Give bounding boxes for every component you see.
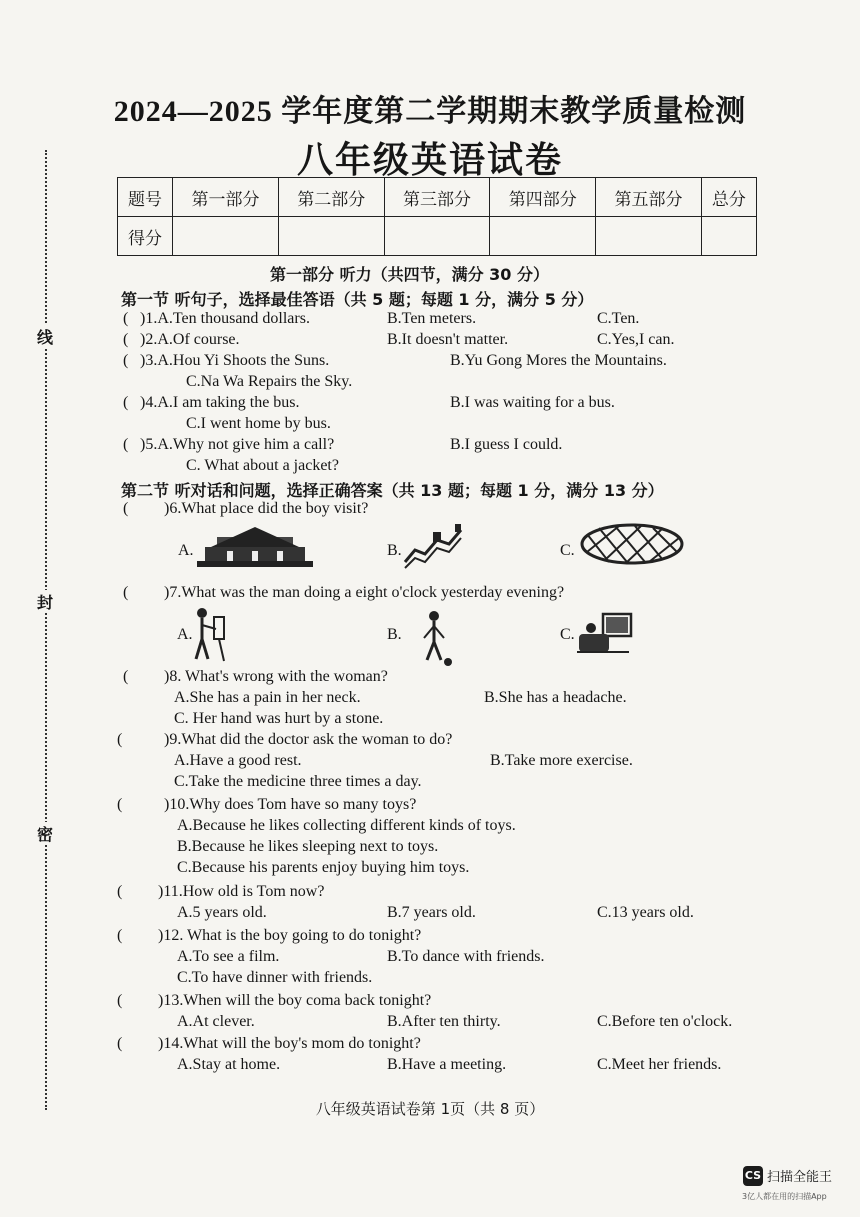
exam-title: 2024—2025 学年度第二学期期末教学质量检测 xyxy=(113,95,747,128)
q12-option-a: A.To see a film. xyxy=(177,948,280,965)
great-wall-icon xyxy=(403,522,463,570)
score-cell: 第五部分 xyxy=(596,178,702,217)
section1-heading: 第一节 听句子，选择最佳答语（共 5 题；每题 1 分，满分 5 分） xyxy=(121,290,594,309)
camscanner-tagline: 3亿人都在用的扫描App xyxy=(742,1192,827,1201)
score-cell: 题号 xyxy=(118,178,173,217)
q3-option-a: )3.A.Hou Yi Shoots the Suns. xyxy=(140,352,330,369)
margin-mark-mi: 密 xyxy=(37,822,53,845)
answer-paren[interactable]: ( xyxy=(123,331,129,348)
q13-option-c: C.Before ten o'clock. xyxy=(597,1013,733,1030)
q12-stem: )12. What is the boy going to do tonight? xyxy=(158,927,422,944)
score-cell: 第一部分 xyxy=(173,178,279,217)
answer-paren[interactable]: ( xyxy=(123,310,129,327)
q6-label-c: C. xyxy=(560,542,575,559)
score-blank[interactable] xyxy=(490,217,596,256)
q10-option-c: C.Because his parents enjoy buying him toys. xyxy=(177,859,470,876)
q13-option-a: A.At clever. xyxy=(177,1013,255,1030)
q2-option-a: )2.A.Of course. xyxy=(140,331,240,348)
q1-option-b: B.Ten meters. xyxy=(387,310,477,327)
margin-mark-feng: 封 xyxy=(37,590,53,613)
answer-paren[interactable]: ( xyxy=(123,436,129,453)
q3-option-b: B.Yu Gong Mores the Mountains. xyxy=(450,352,667,369)
q4-option-c: C.I went home by bus. xyxy=(186,415,331,432)
answer-paren[interactable]: ( xyxy=(117,796,123,813)
q11-stem: )11.How old is Tom now? xyxy=(158,883,325,900)
answer-paren[interactable]: ( xyxy=(117,731,123,748)
q12-option-c: C.To have dinner with friends. xyxy=(177,969,373,986)
painting-man-icon xyxy=(188,605,228,663)
q14-option-a: A.Stay at home. xyxy=(177,1056,281,1073)
birds-nest-stadium-icon xyxy=(579,522,685,566)
q5-option-c: C. What about a jacket? xyxy=(186,457,339,474)
q10-stem: )10.Why does Tom have so many toys? xyxy=(164,796,417,813)
score-cell: 第四部分 xyxy=(490,178,596,217)
camscanner-name: 扫描全能王 xyxy=(767,1170,833,1185)
answer-paren[interactable]: ( xyxy=(117,1035,123,1052)
q9-stem: )9.What did the doctor ask the woman to do? xyxy=(164,731,453,748)
score-blank[interactable] xyxy=(278,217,384,256)
section2-heading: 第二节 听对话和问题，选择正确答案（共 13 题；每题 1 分，满分 13 分） xyxy=(121,481,664,500)
q7-stem: )7.What was the man doing a eight o'clock yesterday evening? xyxy=(164,584,565,601)
q8-stem: )8. What's wrong with the woman? xyxy=(164,668,388,685)
answer-paren[interactable]: ( xyxy=(123,394,129,411)
binding-dotted-line xyxy=(45,150,47,1110)
answer-paren[interactable]: ( xyxy=(123,500,129,517)
q14-stem: )14.What will the boy's mom do tonight? xyxy=(158,1035,421,1052)
part1-heading: 第一部分 听力（共四节，满分 30 分） xyxy=(270,265,549,284)
q7-label-b: B. xyxy=(387,626,402,643)
score-table xyxy=(117,177,757,256)
q2-option-c: C.Yes,I can. xyxy=(597,331,675,348)
q8-option-c: C. Her hand was hurt by a stone. xyxy=(174,710,384,727)
q6-label-a: A. xyxy=(178,542,194,559)
score-cell: 第三部分 xyxy=(384,178,490,217)
score-blank[interactable] xyxy=(701,217,756,256)
q11-option-b: B.7 years old. xyxy=(387,904,476,921)
q11-option-a: A.5 years old. xyxy=(177,904,267,921)
tiananmen-icon xyxy=(197,525,313,569)
answer-paren[interactable]: ( xyxy=(117,992,123,1009)
q13-stem: )13.When will the boy coma back tonight? xyxy=(158,992,432,1009)
score-cell: 第二部分 xyxy=(278,178,384,217)
camscanner-logo-icon: CS xyxy=(743,1166,763,1186)
q4-option-a: )4.A.I am taking the bus. xyxy=(140,394,300,411)
q11-option-c: C.13 years old. xyxy=(597,904,694,921)
score-blank[interactable] xyxy=(596,217,702,256)
answer-paren[interactable]: ( xyxy=(117,927,123,944)
margin-mark-xian: 线 xyxy=(37,325,53,348)
walking-man-icon xyxy=(418,610,454,668)
score-blank[interactable] xyxy=(173,217,279,256)
q6-label-b: B. xyxy=(387,542,402,559)
q10-option-a: A.Because he likes collecting different kinds of toys. xyxy=(177,817,516,834)
score-cell: 得分 xyxy=(118,217,173,256)
score-blank[interactable] xyxy=(384,217,490,256)
q9-option-c: C.Take the medicine three times a day. xyxy=(174,773,422,790)
score-table-header-row xyxy=(118,178,757,217)
answer-paren[interactable]: ( xyxy=(123,668,129,685)
score-cell: 总分 xyxy=(701,178,756,217)
q13-option-b: B.After ten thirty. xyxy=(387,1013,501,1030)
q14-option-c: C.Meet her friends. xyxy=(597,1056,722,1073)
q12-option-b: B.To dance with friends. xyxy=(387,948,545,965)
q9-option-a: A.Have a good rest. xyxy=(174,752,302,769)
q10-option-b: B.Because he likes sleeping next to toys. xyxy=(177,838,439,855)
q5-option-b: B.I guess I could. xyxy=(450,436,563,453)
q1-option-c: C.Ten. xyxy=(597,310,640,327)
q3-option-c: C.Na Wa Repairs the Sky. xyxy=(186,373,353,390)
q9-option-b: B.Take more exercise. xyxy=(490,752,633,769)
answer-paren[interactable]: ( xyxy=(123,352,129,369)
q7-label-c: C. xyxy=(560,626,575,643)
answer-paren[interactable]: ( xyxy=(123,584,129,601)
q7-label-a: A. xyxy=(177,626,193,643)
q1-option-a: )1.A.Ten thousand dollars. xyxy=(140,310,310,327)
q2-option-b: B.It doesn't matter. xyxy=(387,331,509,348)
watching-tv-icon xyxy=(573,610,633,660)
q4-option-b: B.I was waiting for a bus. xyxy=(450,394,615,411)
exam-subtitle: 八年级英语试卷 xyxy=(296,140,563,180)
q14-option-b: B.Have a meeting. xyxy=(387,1056,507,1073)
score-table-score-row xyxy=(118,217,757,256)
answer-paren[interactable]: ( xyxy=(117,883,123,900)
q8-option-a: A.She has a pain in her neck. xyxy=(174,689,361,706)
page-footer: 八年级英语试卷第 1页（共 8 页） xyxy=(315,1100,545,1118)
q6-stem: )6.What place did the boy visit? xyxy=(164,500,369,517)
q8-option-b: B.She has a headache. xyxy=(484,689,627,706)
q5-option-a: )5.A.Why not give him a call? xyxy=(140,436,335,453)
